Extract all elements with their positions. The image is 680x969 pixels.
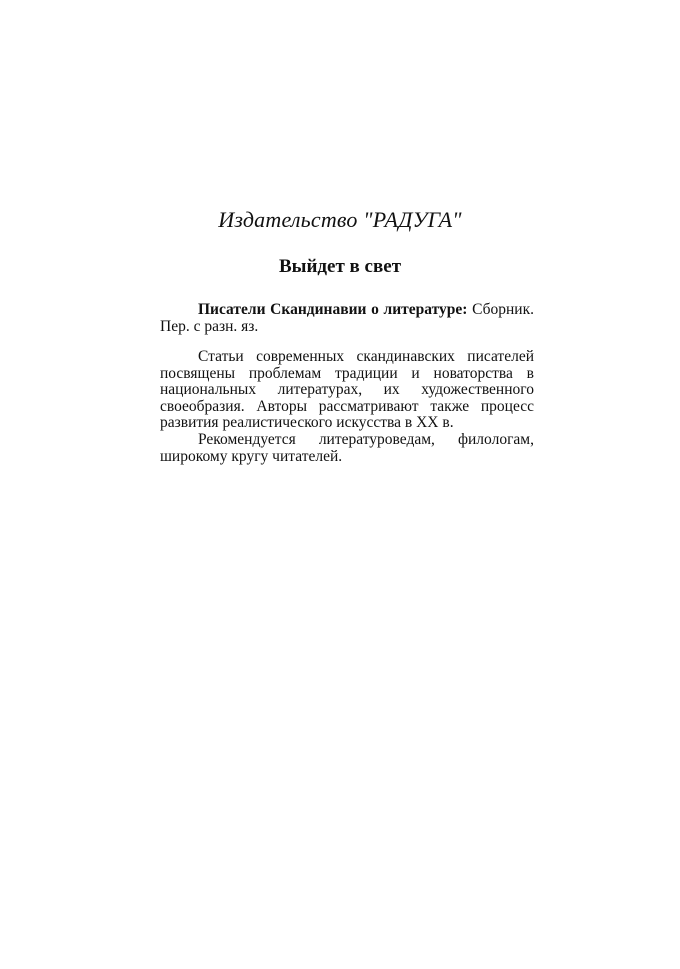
description-paragraph: Статьи современных скандинавских писателей посвящены проблемам традиции и новаторства в национальных литературах, их художественного своеобразия. Авторы рассматривают также процесс развития реалистического искусства в XX в. [160, 348, 534, 432]
publisher-name: Издательство "РАДУГА" [218, 207, 462, 232]
book-title: Писатели Скандинавии о литературе: [198, 301, 468, 318]
announcement-heading: Выйдет в свет [278, 256, 402, 277]
book-description [160, 349, 534, 465]
recommendation-paragraph: Рекомендуется литературоведам, филологам, широкому кругу читателей. [160, 430, 534, 465]
book-citation [160, 302, 534, 335]
book-entry [160, 302, 534, 335]
book-details: Сборник. Пер. с разн. яз. [160, 301, 534, 335]
